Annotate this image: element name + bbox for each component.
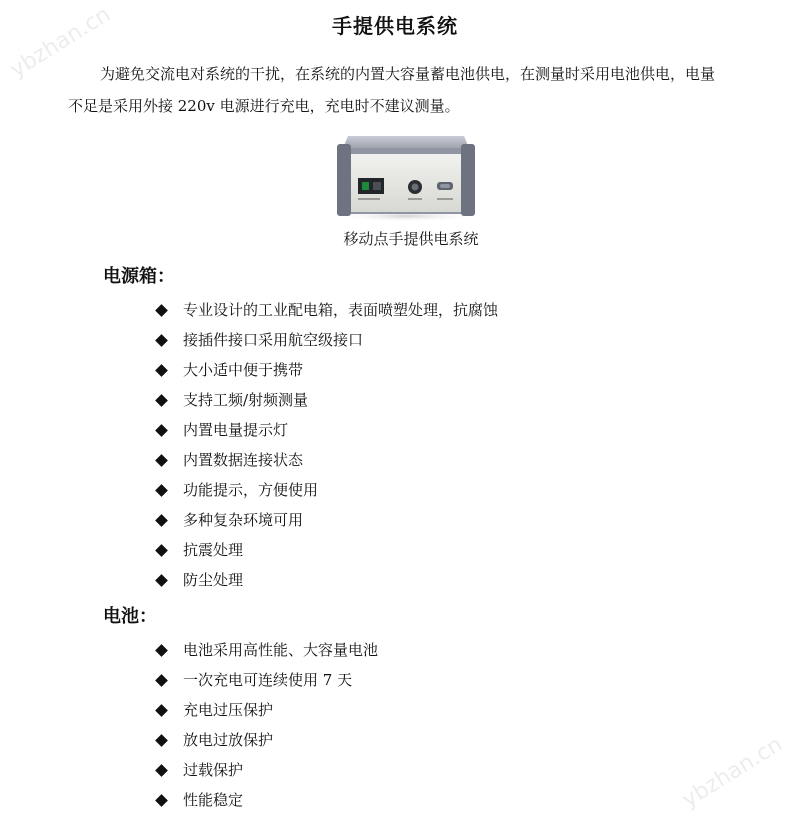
diamond-bullet-icon: [155, 334, 168, 347]
power-box-feature-list: [155, 295, 498, 595]
list-item: [155, 355, 498, 385]
list-item-text: 支持工频/射频测量: [183, 391, 309, 409]
intro-paragraph: 为避免交流电对系统的干扰，在系统的内置大容量蓄电池供电，在测量时采用电池供电，电量不足是采用外接 220v 电源进行充电，充电时不建议测量。: [68, 65, 716, 115]
section-heading-battery: 电池：: [103, 606, 157, 627]
list-item: [155, 535, 498, 565]
list-item: [155, 325, 498, 355]
battery-feature-list: [155, 635, 378, 815]
list-item: [155, 445, 498, 475]
list-item: [155, 725, 378, 755]
list-item-text: 内置电量提示灯: [183, 421, 289, 439]
diamond-bullet-icon: [155, 544, 168, 557]
list-item-text: 充电过压保护: [183, 701, 274, 719]
diamond-bullet-icon: [155, 304, 168, 317]
list-item: [155, 475, 498, 505]
list-item: [155, 505, 498, 535]
diamond-bullet-icon: [155, 674, 168, 687]
list-item: [155, 755, 378, 785]
list-item: [155, 785, 378, 815]
list-item-text: 性能稳定: [183, 791, 244, 809]
diamond-bullet-icon: [155, 734, 168, 747]
list-item: [155, 665, 378, 695]
diamond-bullet-icon: [155, 514, 168, 527]
diamond-bullet-icon: [155, 644, 168, 657]
list-item: [155, 295, 498, 325]
diamond-bullet-icon: [155, 424, 168, 437]
diamond-bullet-icon: [155, 574, 168, 587]
power-box-photo: [333, 130, 479, 222]
watermark-bottom-right: ybzhan.cn: [677, 731, 787, 814]
list-item-text: 抗震处理: [183, 541, 244, 559]
watermark-top-left: ybzhan.cn: [5, 1, 115, 84]
list-item-text: 内置数据连接状态: [183, 451, 304, 469]
list-item: [155, 565, 498, 595]
power-box-illustration: [333, 130, 479, 222]
list-item-text: 防尘处理: [183, 571, 244, 589]
section-heading-power-box: 电源箱：: [103, 266, 175, 287]
list-item: [155, 635, 378, 665]
diamond-bullet-icon: [155, 454, 168, 467]
diamond-bullet-icon: [155, 704, 168, 717]
list-item-text: 大小适中便于携带: [183, 361, 304, 379]
diamond-bullet-icon: [155, 394, 168, 407]
list-item-text: 过载保护: [183, 761, 244, 779]
page-title: 手提供电系统: [332, 14, 458, 38]
figure-caption: 移动点手提供电系统: [343, 230, 479, 248]
list-item-text: 电池采用高性能、大容量电池: [183, 641, 379, 659]
diamond-bullet-icon: [155, 364, 168, 377]
list-item-text: 接插件接口采用航空级接口: [183, 331, 364, 349]
list-item-text: 多种复杂环境可用: [183, 511, 304, 529]
diamond-bullet-icon: [155, 794, 168, 807]
list-item-text: 专业设计的工业配电箱，表面喷塑处理，抗腐蚀: [183, 301, 499, 319]
list-item: [155, 415, 498, 445]
diamond-bullet-icon: [155, 764, 168, 777]
diamond-bullet-icon: [155, 484, 168, 497]
list-item-text: 功能提示，方便使用: [183, 481, 319, 499]
list-item: [155, 385, 498, 415]
list-item-text: 一次充电可连续使用 7 天: [183, 671, 353, 689]
list-item: [155, 695, 378, 725]
list-item-text: 放电过放保护: [183, 731, 274, 749]
